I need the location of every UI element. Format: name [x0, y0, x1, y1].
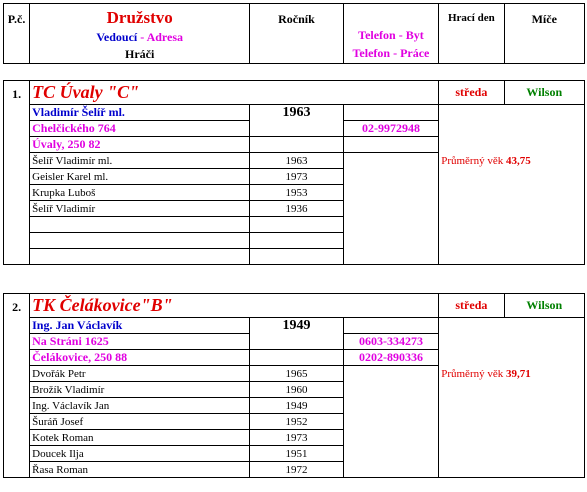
player-year: 1936	[250, 201, 343, 217]
player-name	[30, 249, 250, 265]
header-druzstvo-cell	[30, 4, 250, 64]
player-name: Ing. Václavík Jan	[30, 398, 250, 414]
player-name: Kotek Roman	[30, 430, 250, 446]
player-name: Brožík Vladimír	[30, 382, 250, 398]
player-year: 1951	[250, 446, 343, 462]
player-year: 1973	[250, 430, 343, 446]
empty-cell	[343, 318, 439, 334]
leader-phone-1: 02-9972948	[343, 121, 438, 137]
empty-cell	[250, 137, 343, 153]
team-number: 1.	[4, 81, 30, 265]
leader-street: Chelčického 764	[30, 121, 250, 137]
team-ball: Wilson	[504, 294, 584, 318]
header-druzstvo: Družstvo	[106, 8, 173, 27]
player-year	[250, 249, 343, 265]
player-year	[250, 217, 343, 233]
player-name: Řasa Roman	[30, 462, 250, 478]
header-hraci: Hráči	[125, 47, 155, 61]
team-table-1	[3, 80, 585, 265]
team-day: středa	[439, 81, 504, 105]
player-year: 1949	[250, 398, 343, 414]
header-table	[3, 3, 585, 64]
empty-cell	[343, 153, 438, 265]
leader-year: 1949	[250, 318, 343, 350]
header-hraci-den: Hrací den	[439, 4, 504, 64]
leader-phone-1: 0603-334273	[343, 334, 439, 350]
leader-year: 1963	[250, 105, 343, 137]
player-year: 1963	[250, 153, 343, 169]
team-name: TC Úvaly "C"	[30, 81, 439, 105]
player-year: 1972	[250, 462, 343, 478]
header-vedouci: Vedoucí	[96, 30, 138, 44]
player-year: 1973	[250, 169, 343, 185]
average-age-label: Průměrný věk	[441, 367, 504, 380]
player-name: Dvořák Petr	[30, 366, 250, 382]
empty-cell	[439, 105, 585, 153]
player-name: Doucek Ilja	[30, 446, 250, 462]
player-year: 1953	[250, 185, 343, 201]
leader-street: Na Stráni 1625	[30, 334, 250, 350]
average-age-value: 39,71	[505, 367, 531, 380]
average-age-label: Průměrný věk	[441, 154, 504, 167]
leader-phone-2	[343, 137, 438, 153]
leader-name: Ing. Jan Václavík	[30, 318, 250, 334]
average-age-value: 43,75	[505, 154, 531, 167]
empty-cell	[343, 366, 439, 478]
player-name: Šelíř Vladimír	[30, 201, 250, 217]
player-name	[30, 217, 250, 233]
empty-cell	[439, 318, 585, 366]
empty-cell	[250, 350, 343, 366]
team-name: TK Čelákovice"B"	[30, 294, 439, 318]
player-year	[250, 233, 343, 249]
header-rocnik: Ročník	[250, 4, 343, 64]
player-year: 1952	[250, 414, 343, 430]
player-year: 1965	[250, 366, 343, 382]
team-table-2	[3, 293, 585, 478]
average-age	[439, 153, 585, 265]
player-year: 1960	[250, 382, 343, 398]
header-dash: -	[137, 30, 147, 44]
header-telefon-prace: Telefon - Práce	[352, 46, 430, 60]
team-day: středa	[439, 294, 504, 318]
leader-city: Čelákovice, 250 88	[30, 350, 250, 366]
leader-phone-2: 0202-890336	[343, 350, 439, 366]
average-age	[439, 366, 585, 478]
header-adresa: Adresa	[146, 30, 184, 44]
player-name: Šuráň Josef	[30, 414, 250, 430]
player-name	[30, 233, 250, 249]
header-mice: Míče	[504, 4, 584, 64]
leader-city: Úvaly, 250 82	[30, 137, 250, 153]
team-number: 2.	[4, 294, 30, 478]
header-pc: P.č.	[4, 4, 30, 64]
header-telefon-cell	[343, 4, 438, 64]
leader-name: Vladimír Šelíř ml.	[30, 105, 250, 121]
player-name: Geisler Karel ml.	[30, 169, 250, 185]
player-name: Šelíř Vladimír ml.	[30, 153, 250, 169]
team-ball: Wilson	[504, 81, 584, 105]
player-name: Krupka Luboš	[30, 185, 250, 201]
empty-cell	[343, 105, 438, 121]
header-telefon-byt: Telefon - Byt	[358, 28, 424, 42]
